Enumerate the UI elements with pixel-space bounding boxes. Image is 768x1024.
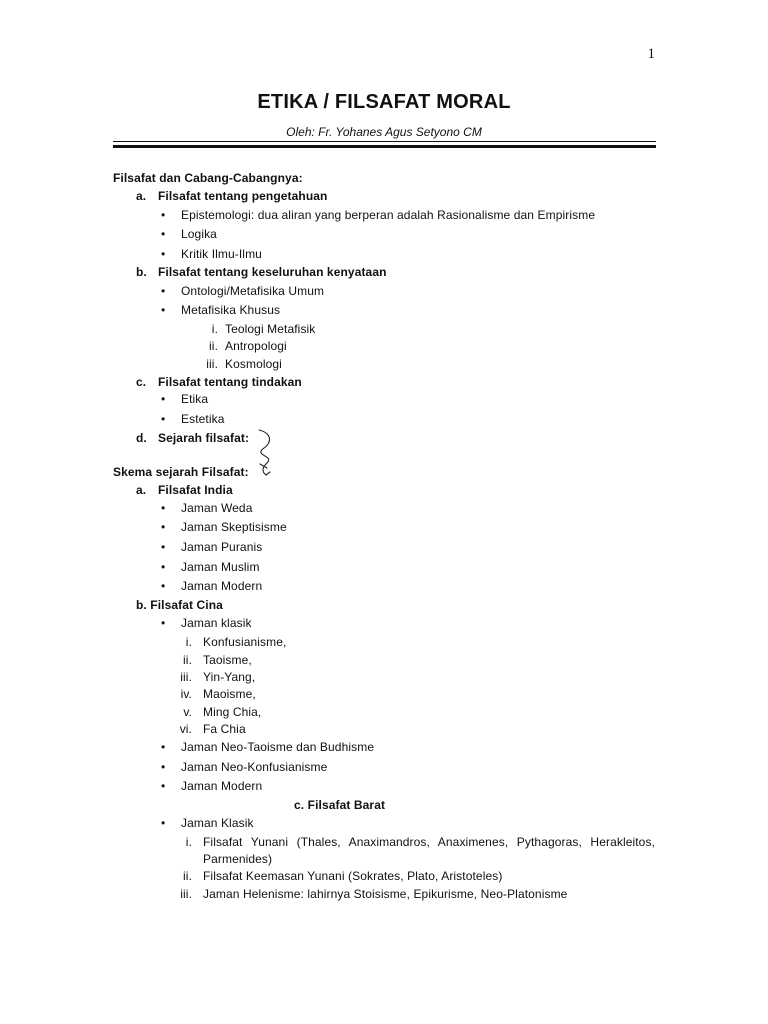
list-item: Etika [181, 392, 209, 406]
sub-list-item: Taoisme, [203, 653, 252, 667]
header-rule-thick [113, 145, 656, 148]
section-heading: Skema sejarah Filsafat: [113, 465, 249, 479]
list-heading: Filsafat tentang keseluruhan kenyataan [158, 265, 387, 279]
list-heading: Filsafat tentang pengetahuan [158, 189, 328, 203]
sub-list-item: Konfusianisme, [203, 635, 287, 649]
bullet-icon: • [161, 303, 166, 317]
section-heading: Filsafat dan Cabang-Cabangnya: [113, 171, 303, 185]
sub-list-item: Yin-Yang, [203, 670, 256, 684]
roman-numeral: i. [185, 635, 192, 649]
sub-list-item: Antropologi [225, 339, 287, 353]
roman-numeral: ii. [183, 869, 192, 883]
roman-numeral: i. [211, 322, 218, 336]
bullet-icon: • [161, 816, 166, 830]
roman-numeral: i. [185, 835, 192, 849]
bullet-icon: • [161, 227, 166, 241]
list-item: Epistemologi: dua aliran yang berperan adalah Rasionalisme dan Empirisme [181, 208, 596, 222]
bullet-icon: • [161, 412, 166, 426]
list-label: a. [136, 483, 147, 497]
bullet-icon: • [161, 779, 166, 793]
list-item: Kritik Ilmu-Ilmu [181, 247, 262, 261]
list-item: Jaman Neo-Taoisme dan Budhisme [181, 740, 375, 754]
roman-numeral: iii. [206, 357, 218, 371]
list-item: Jaman Modern [181, 779, 263, 793]
bullet-icon: • [161, 616, 166, 630]
bullet-icon: • [161, 501, 166, 515]
sub-list-item: Jaman Helenisme: lahirnya Stoisisme, Epikurisme, Neo-Platonisme [203, 887, 568, 901]
list-item: Jaman klasik [181, 616, 252, 630]
list-heading: Filsafat tentang tindakan [158, 375, 302, 389]
author-byline: Oleh: Fr. Yohanes Agus Setyono CM [286, 125, 482, 139]
bullet-icon: • [161, 284, 166, 298]
list-item: Jaman Modern [181, 579, 263, 593]
list-heading: c. Filsafat Barat [294, 798, 386, 812]
roman-numeral: v. [183, 705, 192, 719]
bullet-icon: • [161, 760, 166, 774]
sub-list-item: Filsafat Keemasan Yunani (Sokrates, Plato, Aristoteles) [203, 869, 503, 883]
list-item: Logika [181, 227, 217, 241]
roman-numeral: iii. [180, 887, 192, 901]
bullet-icon: • [161, 520, 166, 534]
list-heading: Filsafat India [158, 483, 233, 497]
list-item: Estetika [181, 412, 225, 426]
bullet-icon: • [161, 540, 166, 554]
sub-list-item: Ming Chia, [203, 705, 262, 719]
list-item: Ontologi/Metafisika Umum [181, 284, 325, 298]
roman-numeral: iv. [180, 687, 192, 701]
bullet-icon: • [161, 247, 166, 261]
page-number: 1 [647, 46, 655, 62]
list-heading: Sejarah filsafat: [158, 431, 250, 445]
list-item: Jaman Neo-Konfusianisme [181, 760, 328, 774]
sub-list-item: Teologi Metafisik [225, 322, 316, 336]
roman-numeral: ii. [209, 339, 218, 353]
roman-numeral: ii. [183, 653, 192, 667]
sub-list-item: Fa Chia [203, 722, 246, 736]
sub-list-item-continuation: Parmenides) [203, 852, 273, 866]
hand-drawn-arrow-icon [256, 428, 278, 478]
list-heading: b. Filsafat Cina [136, 598, 223, 612]
list-label: c. [136, 375, 147, 389]
sub-list-item: Maoisme, [203, 687, 256, 701]
list-label: d. [136, 431, 147, 445]
bullet-icon: • [161, 579, 166, 593]
list-label: a. [136, 189, 147, 203]
bullet-icon: • [161, 392, 166, 406]
sub-list-item: Kosmologi [225, 357, 282, 371]
header-rule-thin [113, 141, 656, 142]
list-item: Jaman Skeptisisme [181, 520, 287, 534]
bullet-icon: • [161, 560, 166, 574]
document-title: ETIKA / FILSAFAT MORAL [257, 91, 511, 113]
list-item: Jaman Weda [181, 501, 253, 515]
list-item: Jaman Muslim [181, 560, 260, 574]
sub-list-item: Filsafat Yunani (Thales, Anaximandros, Anaximenes, Pythagoras, Herakleitos, [203, 835, 655, 849]
bullet-icon: • [161, 740, 166, 754]
list-item: Jaman Klasik [181, 816, 254, 830]
list-label: b. [136, 265, 147, 279]
bullet-icon: • [161, 208, 166, 222]
list-item: Jaman Puranis [181, 540, 263, 554]
list-item: Metafisika Khusus [181, 303, 281, 317]
roman-numeral: iii. [180, 670, 192, 684]
roman-numeral: vi. [179, 722, 192, 736]
